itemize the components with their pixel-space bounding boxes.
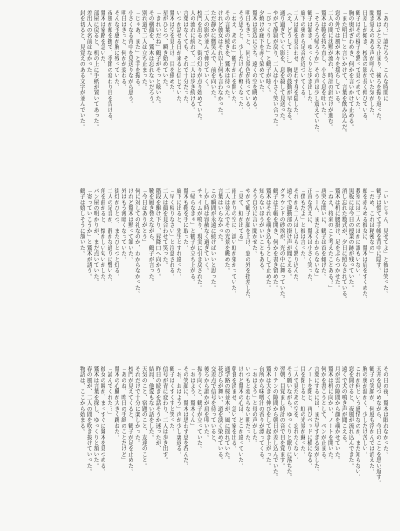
text-column: そんな予感が胸に残っていた。 (113, 10, 120, 90)
text-column: 春の風が、二人の間を吹き抜けていった。 (85, 366, 92, 475)
text-column: 廊下の奥から足音が近づいてくる。 (299, 10, 306, 102)
text-column: その横顔を、鷲木は忘れないだろう。 (147, 10, 154, 107)
text-column: 遠くで犬の鳴き声が聞こえる。 (340, 366, 347, 446)
text-column: その笑顔に、鷲木は思わず息を呑んだ。 (182, 366, 189, 469)
text-column: 校門を出ると、街の灯りが点り始めていた。 (195, 10, 202, 124)
text-column: 胸の奥がざわめき、何かを言いかけて止める。 (347, 10, 354, 130)
text-tier-bottom (14, 366, 388, 526)
text-column: 「今日はありがとう」 (140, 188, 147, 245)
text-column: 鶴子は頷き、ゆっくりと歩き出した。 (306, 10, 313, 107)
text-column: 二人の影が並んで伸びていく。 (202, 10, 209, 90)
text-column: 外はもう薄暗くなっていた。 (120, 188, 127, 263)
text-column: 言葉にするには、まだ早すぎる気がした。 (313, 366, 320, 475)
text-column: 窓を開けると、夜風が流れ込んできた。 (347, 366, 354, 469)
text-column: 信号が青に変わり、二人は歩き出す。 (161, 366, 168, 463)
text-column: 聞き覚えのある声が呼んでいた気がした。 (368, 10, 375, 119)
text-column: 階段を駆け下り、昇降口へ向かう。 (154, 188, 161, 280)
text-tier-middle (14, 188, 388, 358)
text-column: 鶴子は慌てて手帳を背中に隠す。 (375, 188, 382, 274)
text-column: しかし時は容赦なく過ぎていく。 (202, 188, 209, 274)
text-column: 通り過ぎていく影を、息を殺して見送った。 (278, 10, 285, 124)
text-column: ノートを閉じ、再びベッドに横になる。 (306, 366, 313, 469)
text-column: 胸の奥が温かく、少しだけ苦しい。 (361, 366, 368, 458)
text-column: 「おはよう」と母の声がした。 (251, 366, 258, 446)
text-column: 鷲木は言葉を探し、ゆっくりと頷いた。 (92, 366, 99, 469)
text-column: 街灯がひとつ、またひとつと灯る。 (113, 188, 120, 280)
text-column: 「お、おはよう」声が少し裏返る。 (175, 366, 182, 458)
text-column: 靴を履き替えながら、鶴子が言った。 (147, 188, 154, 285)
text-column: 「だめ、これは秘密なの」 (368, 188, 375, 257)
text-column: 「見て、虹が出てる」 (237, 188, 244, 245)
text-column: 鷲木は窓辺に立ち、遠くの空を眺める。 (251, 10, 258, 113)
text-column: 鷲木も鞄を手に取った。 (182, 188, 189, 251)
text-column: 二人は並んでその光景を眺めた。 (223, 188, 230, 274)
text-column: その言葉の続きを、鷲木は待った。 (223, 10, 230, 102)
text-column: 二人の間に沈黙が流れ、時計の針だけが進む。 (326, 10, 333, 130)
text-column: 鶴子はくすくすと笑った。 (168, 366, 175, 435)
text-column: そう自分に言い聞かせた。 (251, 188, 258, 257)
text-column: 「ねえ、将来のこと考えたことある？」 (326, 188, 333, 291)
text-column: 「あれ？」誰だろう、こんな時間に (382, 10, 388, 102)
text-column: （え、どうして……）胸の鼓動が早くなる。 (285, 10, 292, 124)
text-column: 「また明日」と言いかけて、言葉を飲み込んだ。 (340, 10, 347, 136)
text-column: やがて静寂が戻り、二人は小さく笑い合った。 (271, 10, 278, 130)
text-column: これが何という感情なのか、まだ知らない。 (354, 366, 361, 480)
text-column: 正直な答えに、鷲木は小さく笑った。 (306, 188, 313, 285)
text-column: 明日はきっと、何かが変わる。 (120, 10, 127, 90)
text-column: 小さくなる背中を見送りながら思う。 (127, 10, 134, 107)
text-column: 角を曲がると、懐かしい匂いがした。 (99, 188, 106, 285)
text-column: 月が雲の隙間から顔を覗かせていた。 (333, 366, 340, 463)
text-column: けれど鷲木は黙って頷いた。 (127, 188, 134, 263)
text-column: 二人は顔を見合わせ、思わず身を隠した。 (292, 10, 299, 119)
text-column: 別れ道で二人は立ち止まった。 (140, 10, 147, 90)
text-column: 通学路の桜並木が、風に揺れていた。 (223, 366, 230, 463)
text-column: 昨日の続きを話そうか迷ったが、 (154, 366, 161, 452)
text-column: 朝食を済ませ、急いで家を出る。 (230, 366, 237, 452)
text-column: 鷲木はそれを覗き込もうとして止めた。 (264, 188, 271, 291)
text-column: 鶴子は嬉しそうに頷いた。 (78, 188, 85, 257)
text-column: 黒板には今日の授業の跡が残っていた。 (347, 188, 354, 291)
text-column: 星がひとつ、瞬き始めていた。 (161, 10, 168, 90)
text-column: 彼女の瞳が、まっすぐに鷲木を見つめる。 (99, 366, 106, 475)
text-column: 「読んでくれた？」 (106, 366, 113, 418)
text-column: 「僕もだよ」と彼は言った。 (299, 188, 306, 263)
text-column: 「ねえ、あのね」鶴子が口を開いた。 (230, 10, 237, 107)
text-column: 二人は顔を見合わせて笑った。 (161, 188, 168, 268)
text-column: 「帰らなきゃ」と鶴子が立ち上がる。 (189, 188, 196, 285)
text-column: 振り向くと、鶴子が立っていた。 (195, 366, 202, 452)
text-column: 花びらが舞い、道を淡く染めている。 (216, 366, 223, 463)
text-column: 鷲木の心臓が大きく跳ねた。 (113, 366, 120, 441)
text-column: 目を閉じると、虹の光景が蘇った。 (299, 366, 306, 458)
text-column: この瞬間が永遠に続けばいいと思った。 (209, 188, 216, 291)
text-column: 唐突な問いに、鶴子は首を傾げた。 (319, 188, 326, 280)
text-column: 鷲木は家路を急いだ。 (99, 10, 106, 67)
text-column: 廊下に出ると、先生とすれ違った。 (175, 188, 182, 280)
text-column: けれど鷲木の心は、どこか違っていた。 (237, 366, 244, 469)
text-column: 鷲木は鞄を持ち直し、小さく息を吐いた。 (319, 10, 326, 119)
text-column: 鶴子は手帳を開き、何かを書き留めた。 (271, 188, 278, 291)
text-column: そう思うと、少しだけ心が軽くなった。 (237, 10, 244, 113)
text-column: それだけで十分に楽しかった。 (133, 366, 140, 446)
text-column: いつか話せる日が来ると信じていた。 (175, 10, 182, 107)
text-column: 台所から味噌汁の香りが漂ってくる。 (257, 366, 264, 463)
text-column: チャイムが鳴り、現実に引き戻された。 (195, 188, 202, 291)
text-column: 消し忘れた数式が、夕日に照らされている。 (340, 188, 347, 302)
text-column: 「寄っていこうか」と鷲木が誘う。 (85, 188, 92, 280)
text-column: いつもと変わらない朝だった。 (244, 366, 251, 446)
text-column: そう願いながら、ゆっくりと眠りに落ちた。 (285, 366, 292, 480)
text-column: 夜風が頬を撫で、季節の変わり目を告げる。 (106, 10, 113, 124)
text-column: パン屋の明かりが、まだ点いていた。 (92, 188, 99, 285)
text-column: 日差しが傾き、校舎の影が長く伸びている。 (361, 10, 368, 124)
text-column: 鶴子の笑顔が、何度も浮かんでは消えた。 (368, 366, 375, 475)
text-column: 鶴子はその様子を黙って見つめていた。 (354, 10, 361, 113)
text-column: 「早く帰りなさい」と注意される。 (168, 188, 175, 280)
text-column: カーテンの隙間から朝日が差し込んでいた。 (271, 366, 278, 480)
text-column: 窓の外では風が木々を揺らしている。 (333, 10, 340, 107)
text-column: 「じゃあ、また」と手を振る。 (133, 10, 140, 90)
text-column: 言葉はなくても、それで十分だった。 (182, 10, 189, 107)
text-column: 雨上がりの空に、淡い虹が架かっていた。 (230, 188, 237, 297)
text-column: 部屋に戻ると、机の上に手紙が置いてあった。 (92, 10, 99, 130)
text-column: 知らないほうがいいこともある。 (257, 188, 264, 274)
text-column: 何かを書こうとして、ペンが止まる。 (319, 366, 326, 463)
text-column: グラウンドの砂埃が、光の中に舞っていた。 (278, 188, 285, 302)
text-column: 「きれいだね」鶴子がそっと呟いた。 (154, 10, 161, 107)
text-column: 言葉はいらなかった。 (216, 188, 223, 245)
text-column: 交差点で信号を待っていると、 (209, 366, 216, 446)
text-column: 翌朝、目覚まし時計の音で目を覚ます。 (278, 366, 285, 469)
text-column: やがて鶴子が顔を上げ、窓の外を指差した。 (244, 188, 251, 302)
text-column: 後ろから誰かが肩を叩いた。 (202, 366, 209, 441)
text-column: 教室には二人のほかに誰もいない。 (354, 188, 361, 280)
text-column: それから二人はしばらく黙り込んだ。 (292, 188, 299, 285)
text-column: 遠くで運動部の掛け声が聞こえる。 (285, 188, 292, 280)
text-column: 夕焼けが廊下を赤く染めていた。 (257, 10, 264, 96)
text-column: 鷲木は空を見上げ、目を細めた。 (168, 10, 175, 96)
text-column: 「うーん、まだよくわからないな」 (313, 188, 320, 280)
text-column: 「おはよう、鷲木くん」 (189, 366, 196, 429)
text-column: 鷲木は机に腰掛け、足をぶらつかせた。 (333, 188, 340, 291)
text-column: 差出人の名前はなかった。 (85, 10, 92, 79)
text-column: 封を切ると、見覚えのある文字が並んでいた。 (78, 10, 85, 130)
text-column: けれど彼女はそれ以上何も言わなかった。 (216, 10, 223, 119)
text-column: 鷲木はふと立ち止まり、後ろを振り返った。 (375, 10, 382, 124)
text-column: 鷲木は机に向かい、ノートを開いた。 (326, 366, 333, 463)
text-column: 物語は、ここから始まる。 (78, 366, 85, 435)
text-tier-top (14, 10, 388, 180)
text-column: 二人で見たあの空を、忘れたくない。 (292, 366, 299, 463)
text-column: 校門が見えてくると、鶴子が足を止めた。 (127, 366, 134, 475)
text-column: 二人の足音が、静かな通りに響いた。 (106, 188, 113, 285)
text-column: 「びっくりした」と鶴子が呟く。 (264, 10, 271, 96)
text-column: 何に対しての礼なのか、わからなかった。 (133, 188, 140, 297)
text-column: 頬を赤らめる彼女に、鷲木は肩をすくめた。 (361, 188, 368, 302)
text-column: 明日もきっと、同じ景色が待っている。 (244, 10, 251, 113)
text-column: 鷲木は大きく伸びをして起き上がった。 (264, 366, 271, 469)
text-column: 天井を見つめながら、今日のことを思い返す。 (375, 366, 382, 486)
text-column: 天気のこと、宿題のこと、友達のこと。 (140, 366, 147, 469)
text-column: 「そろそろ帰ろうか」その声は少し震えていた。 (313, 10, 320, 136)
text-column: その日の夜、鷲木は眠れなかった。 (382, 366, 388, 458)
text-column: 結局、他愛もない話をした。 (147, 366, 154, 441)
text-column: 人の流れに紛れて、二人は歩き続ける。 (189, 10, 196, 113)
text-column: 「あのね、昨日の手紙のことだけど」 (120, 366, 127, 463)
text-column: 「いいじゃん、見せてよ」と彼は笑った。 (382, 188, 388, 297)
text-column: ただ静かに微笑んで、前を向いた。 (209, 10, 216, 102)
